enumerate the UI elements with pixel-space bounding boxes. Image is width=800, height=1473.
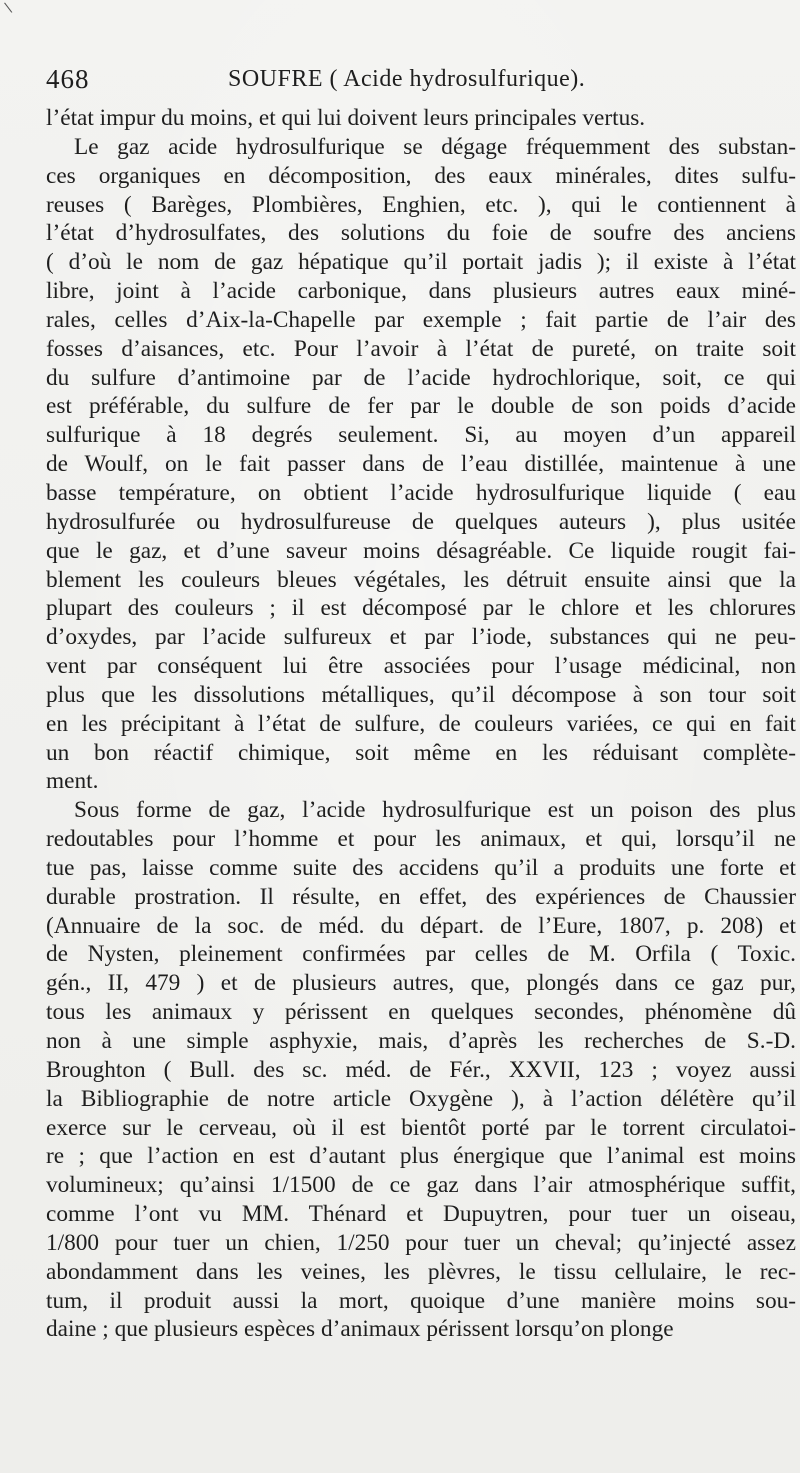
text-line: tum, il produit aussi la mort, quoique d’une manière moins sou- <box>46 1287 796 1314</box>
running-head: SOUFRE ( Acide hydrosulfurique). <box>228 66 586 92</box>
text-line: Sous forme de gaz, l’acide hydrosulfurique est un poison des plus <box>74 797 796 824</box>
text-line: comme l’ont vu MM. Thénard et Dupuytren, pour tuer un oiseau, <box>46 1201 796 1228</box>
text-line: est préférable, du sulfure de fer par le double de son poids d’acide <box>46 393 796 420</box>
text-line: Broughton ( Bull. des sc. méd. de Fér., XXVII, 123 ; voyez aussi <box>46 1056 796 1083</box>
text-line: (Annuaire de la soc. de méd. du départ. de l’Eure, 1807, p. 208) et <box>46 912 796 939</box>
paragraph <box>46 796 796 1344</box>
page-number: 468 <box>46 64 90 94</box>
text-line: ment. <box>46 768 99 795</box>
text-line: tous les animaux y périssent en quelques secondes, phénomène dû <box>46 999 796 1026</box>
body-text <box>46 104 796 1344</box>
text-line: vent par conséquent lui être associées pour l’usage médicinal, non <box>46 653 796 680</box>
text-line: rales, celles d’Aix-la-Chapelle par exemple ; fait partie de l’air des <box>46 306 796 333</box>
text-line: la Bibliographie de notre article Oxygène ), à l’action délétère qu’il <box>46 1085 796 1112</box>
text-line: 1/800 pour tuer un chien, 1/250 pour tuer un cheval; qu’injecté assez <box>46 1229 796 1256</box>
text-line: l’état d’hydrosulfates, des solutions du foie de soufre des anciens <box>46 220 796 247</box>
text-line: gén., II, 479 ) et de plusieurs autres, que, plongés dans ce gaz pur, <box>46 970 796 997</box>
text-line: fosses d’aisances, etc. Pour l’avoir à l’état de pureté, on traite soit <box>46 335 796 362</box>
text-line: du sulfure d’antimoine par de l’acide hydrochlorique, soit, ce qui <box>46 364 796 391</box>
text-line: ces organiques en décomposition, des eaux minérales, dites sulfu- <box>46 162 796 189</box>
text-line: redoutables pour l’homme et pour les animaux, et qui, lorsqu’il ne <box>46 826 796 853</box>
text-line: libre, joint à l’acide carbonique, dans plusieurs autres eaux miné- <box>46 278 796 305</box>
text-line: de Woulf, on le fait passer dans de l’eau distillée, maintenue à une <box>46 451 796 478</box>
text-line: reuses ( Barèges, Plombières, Enghien, etc. ), qui le contiennent à <box>46 191 796 218</box>
text-line: d’oxydes, par l’acide sulfureux et par l’iode, substances qui ne peu- <box>46 624 796 651</box>
paragraph <box>46 133 796 796</box>
text-line: l’état impur du moins, et qui lui doivent leurs principales vertus. <box>46 105 646 131</box>
text-line: ( d’où le nom de gaz hépatique qu’il portait jadis ); il existe à l’état <box>46 249 796 276</box>
text-line: sulfurique à 18 degrés seulement. Si, au moyen d’un appareil <box>46 422 796 449</box>
corner-mark: \ <box>3 0 14 17</box>
text-line: un bon réactif chimique, soit même en les réduisant complète- <box>46 739 796 766</box>
text-line: non à une simple asphyxie, mais, d’après les recherches de S.-D. <box>46 1028 796 1054</box>
paragraph <box>46 104 796 133</box>
text-line: blement les couleurs bleues végétales, les détruit ensuite ainsi que la <box>46 566 796 593</box>
text-line: daine ; que plusieurs espèces d’animaux périssent lorsqu’on plonge <box>46 1316 674 1343</box>
text-line: re ; que l’action en est d’autant plus énergique que l’animal est moins <box>46 1143 796 1170</box>
text-line: hydrosulfurée ou hydrosulfureuse de quelques auteurs ), plus usitée <box>46 508 796 535</box>
text-line: plus que les dissolutions métalliques, qu’il décompose à son tour soit <box>46 681 796 708</box>
text-line: volumineux; qu’ainsi 1/1500 de ce gaz dans l’air atmosphérique suffit, <box>46 1172 796 1199</box>
text-line: durable prostration. Il résulte, en effet, des expériences de Chaussier <box>46 883 796 910</box>
text-line: tue pas, laisse comme suite des accidens qu’il a produits une forte et <box>46 854 796 881</box>
page-header <box>46 64 766 98</box>
text-line: plupart des couleurs ; il est décomposé par le chlore et les chlorures <box>46 595 796 622</box>
text-line: en les précipitant à l’état de sulfure, de couleurs variées, ce qui en fait <box>46 710 796 737</box>
text-line: de Nysten, pleinement confirmées par celles de M. Orfila ( Toxic. <box>46 941 796 968</box>
text-line: Le gaz acide hydrosulfurique se dégage fréquemment des substan- <box>74 133 796 160</box>
text-line: basse température, on obtient l’acide hydrosulfurique liquide ( eau <box>46 479 796 506</box>
text-line: abondamment dans les veines, les plèvres, le tissu cellulaire, le rec- <box>46 1258 796 1285</box>
text-line: que le gaz, et d’une saveur moins désagréable. Ce liquide rougit fai- <box>46 537 796 564</box>
text-line: exerce sur le cerveau, où il est bientôt porté par le torrent circulatoi- <box>46 1114 796 1141</box>
